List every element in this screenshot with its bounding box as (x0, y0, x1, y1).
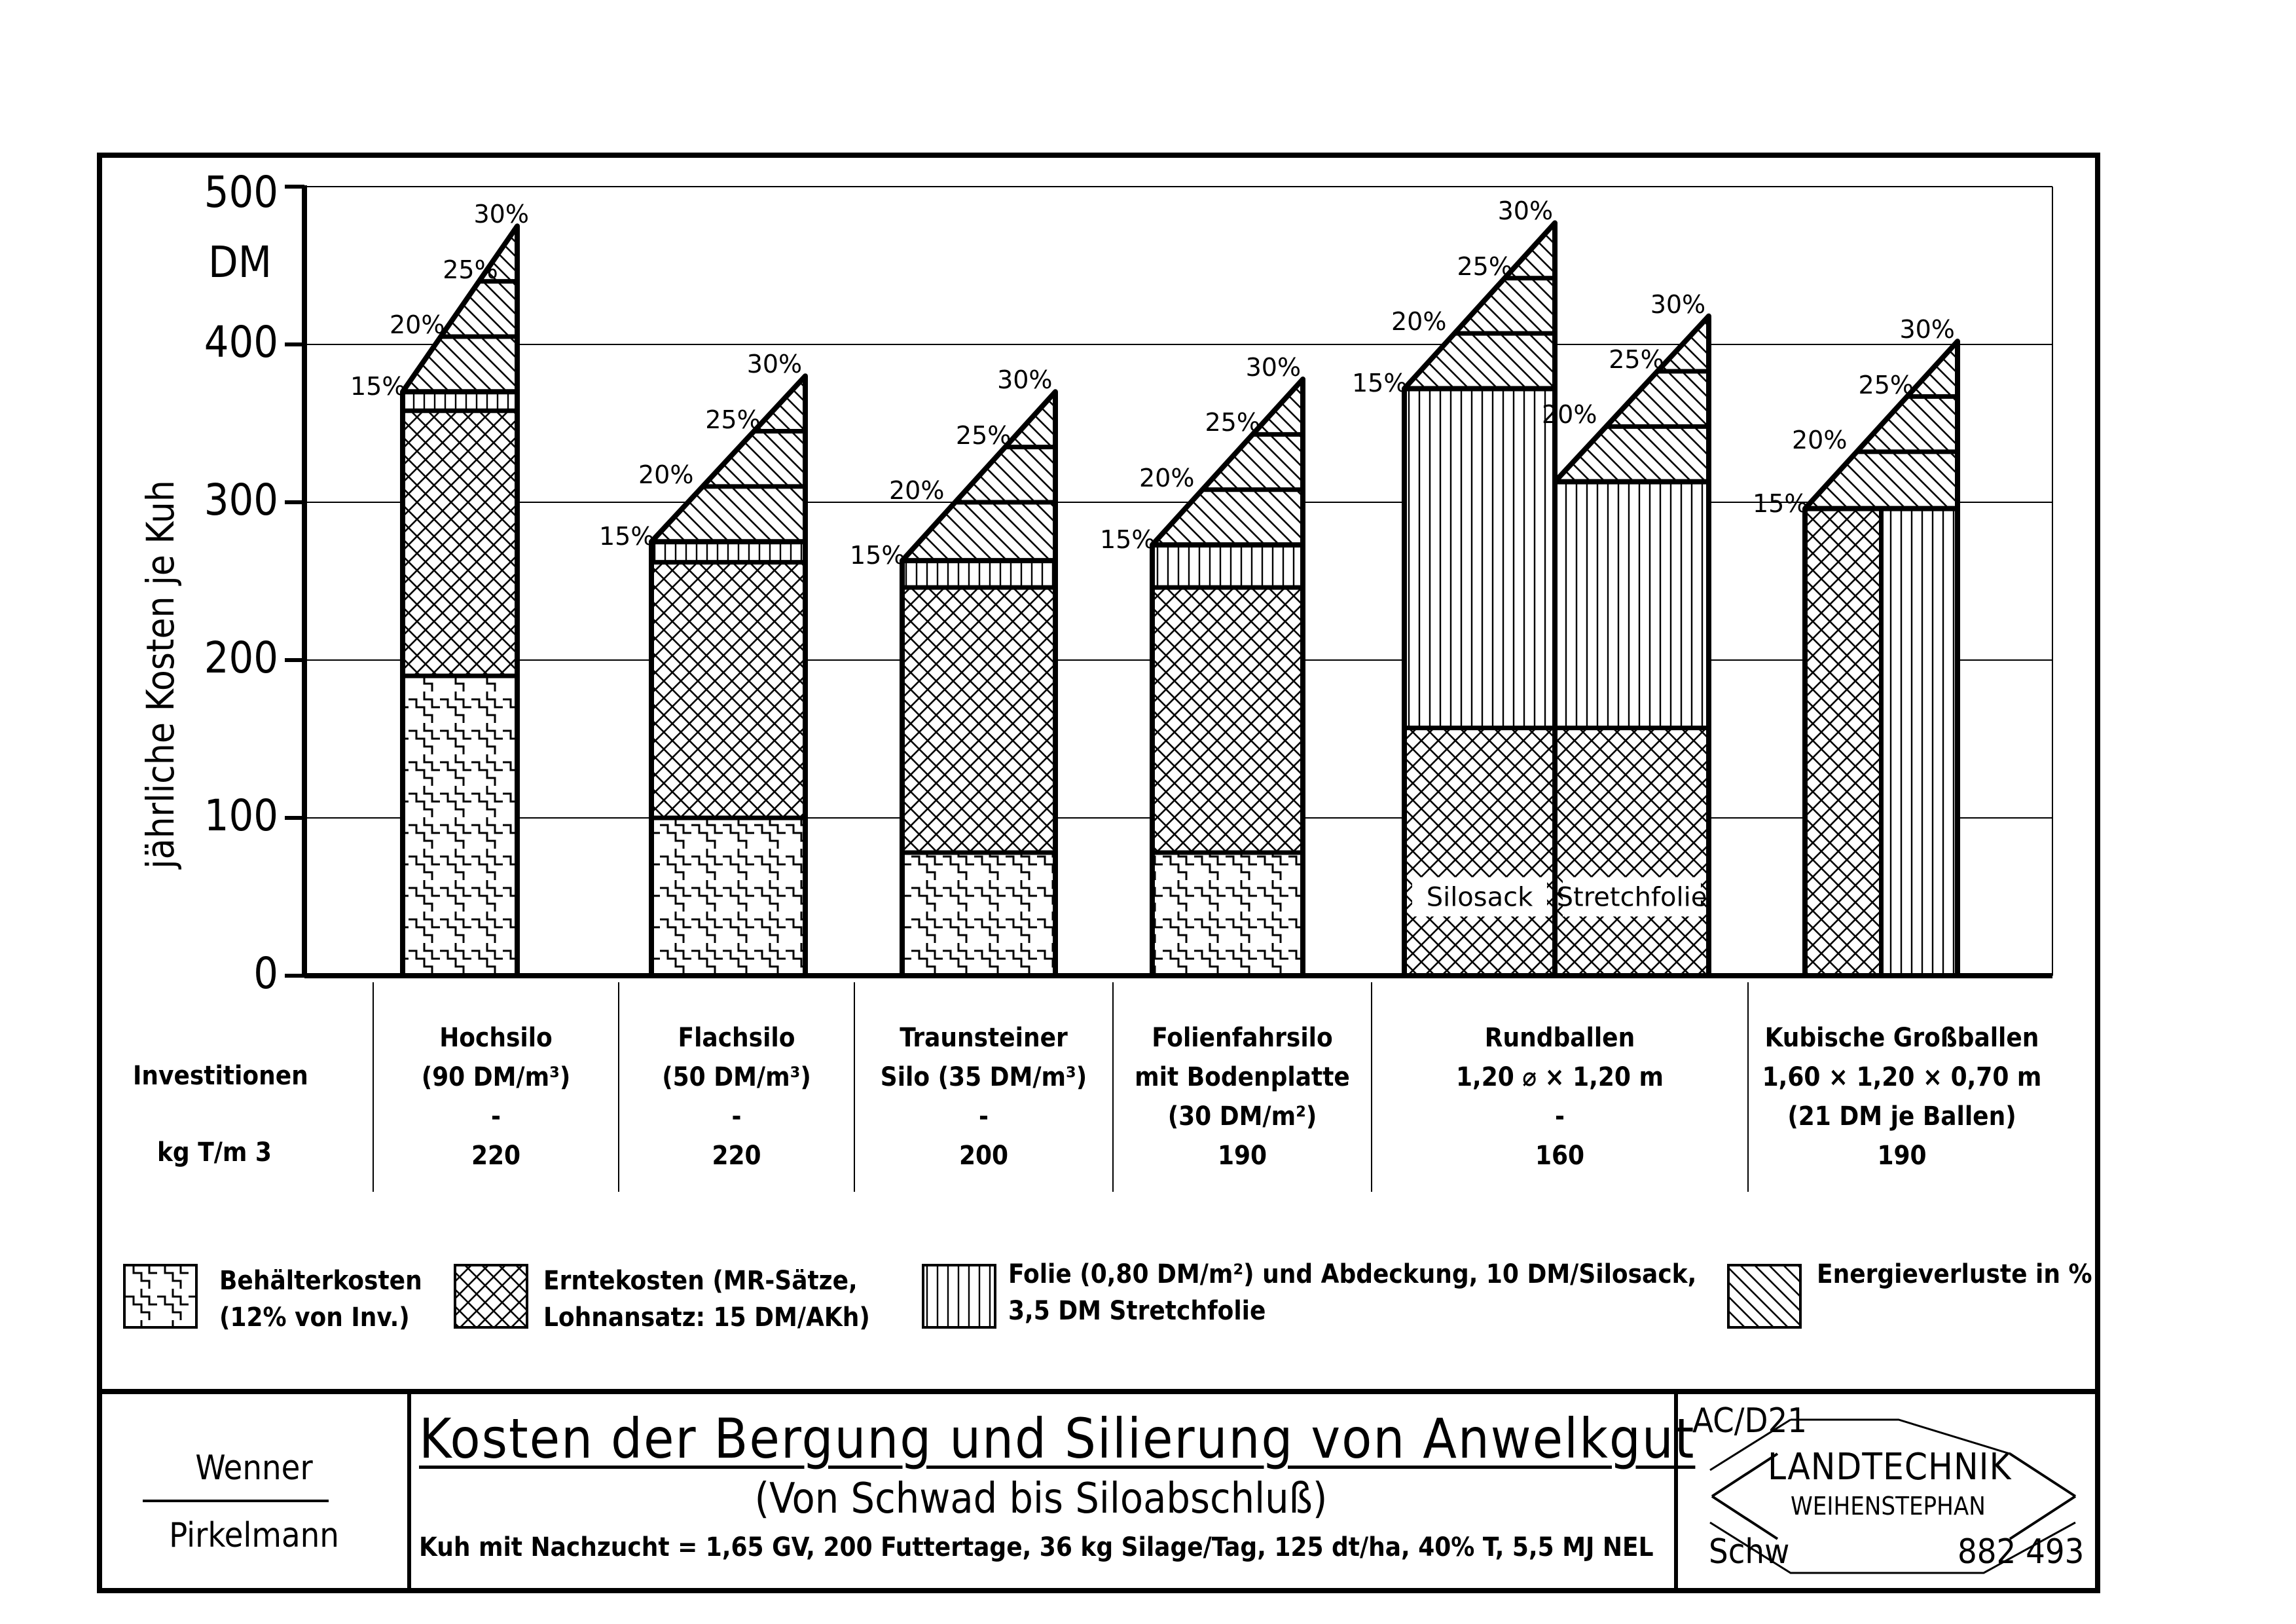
percent-label: 15% (350, 372, 406, 401)
percent-label: 20% (638, 460, 694, 489)
category-invest: (50 DM/m³) (662, 1062, 811, 1092)
percent-label: 15% (1100, 525, 1156, 555)
category-flachsilo (619, 1018, 854, 1175)
category-kubische-grossballen (1748, 1018, 2056, 1175)
row-label-kg: kg T/m 3 (157, 1137, 272, 1168)
category-invest: Silo (35 DM/m³) (880, 1062, 1087, 1092)
page-title: Kosten der Bergung und Silierung von Anwelkgut (419, 1407, 1696, 1471)
percent-label: 15% (599, 522, 655, 551)
inner-label: Stretchfolie (1556, 882, 1707, 913)
category-invest-extra: (21 DM je Ballen) (1787, 1101, 2016, 1132)
legend-line1: Behälterkosten (219, 1266, 422, 1296)
category-rundballen (1372, 1018, 1748, 1175)
percent-label: 25% (1205, 408, 1260, 437)
percent-label: 20% (1792, 425, 1848, 454)
y-tick-label: 400 (204, 317, 278, 367)
legend-energie (1817, 1256, 2092, 1293)
category-folienfahrsilo (1113, 1018, 1372, 1175)
category-name: Traunsteiner (900, 1023, 1068, 1053)
author-2: Pirkelmann (169, 1516, 339, 1555)
legend-line1: Energieverluste in % (1817, 1259, 2092, 1289)
percent-label: 30% (746, 350, 803, 379)
percent-label: 20% (390, 310, 445, 339)
page-subtitle: (Von Schwad bis Siloabschluß) (754, 1475, 1328, 1523)
category-name: Folienfahrsilo (1152, 1023, 1333, 1053)
legend-line2: Lohnansatz: 15 DM/AKh) (543, 1302, 870, 1333)
y-tick-label: 200 (204, 633, 278, 683)
percent-label: 25% (1609, 344, 1664, 374)
legend-folie (1008, 1256, 1696, 1329)
category-kg: 190 (1217, 1141, 1267, 1171)
category-invest: 1,20 ⌀ × 1,20 m (1456, 1062, 1664, 1092)
legend-line2: (12% von Inv.) (219, 1302, 410, 1333)
y-tick-label: 0 (253, 948, 278, 999)
category-invest: mit Bodenplatte (1135, 1062, 1350, 1092)
percent-label: 30% (1899, 315, 1955, 344)
y-axis-unit: DM (208, 237, 272, 287)
percent-label: 20% (1391, 307, 1447, 337)
drawing-frame (97, 153, 2100, 1593)
logo-line1: LANDTECHNIK (1768, 1446, 2012, 1488)
legend-line1: Folie (0,80 DM/m²) und Abdeckung, 10 DM/Silosack, (1008, 1259, 1697, 1289)
percent-label: 15% (1753, 489, 1808, 518)
page-note: Kuh mit Nachzucht = 1,65 GV, 200 Futtertage, 36 kg Silage/Tag, 125 dt/ha, 40% T, 5,5 MJ NEL (419, 1532, 1654, 1562)
category-traunsteiner (854, 1018, 1113, 1175)
legend-line2: 3,5 DM Stretchfolie (1008, 1296, 1266, 1326)
inner-label: Silosack (1426, 882, 1533, 913)
percent-label: 20% (889, 476, 945, 505)
category-invest: 1,60 × 1,20 × 0,70 m (1762, 1062, 2042, 1092)
category-dash: - (1555, 1101, 1565, 1132)
percent-label: 30% (1245, 353, 1302, 382)
y-axis-label: jährliche Kosten je Kuh (138, 480, 183, 869)
footer-left: Schw (1709, 1532, 1790, 1572)
drawing-code: AC/D21 (1692, 1401, 1808, 1441)
category-name: Kubische Großballen (1764, 1023, 2039, 1053)
percent-label: 30% (997, 365, 1053, 395)
row-label-investitionen: Investitionen (133, 1061, 308, 1091)
category-dash: - (731, 1101, 742, 1132)
logo-line2: WEIHENSTEPHAN (1791, 1492, 1986, 1521)
category-name: Flachsilo (678, 1023, 795, 1053)
category-dash: - (979, 1101, 989, 1132)
percent-label: 20% (1542, 400, 1597, 430)
category-hochsilo (373, 1018, 619, 1175)
percent-label: 30% (1650, 289, 1706, 319)
percent-label: 15% (850, 541, 905, 570)
category-invest: (90 DM/m³) (421, 1062, 571, 1092)
percent-label: 30% (1497, 196, 1554, 226)
category-kg: 220 (712, 1141, 761, 1171)
legend-line1: Erntekosten (MR-Sätze, (543, 1266, 858, 1296)
category-name: Hochsilo (439, 1023, 553, 1053)
category-name: Rundballen (1484, 1023, 1635, 1053)
category-dash: - (491, 1101, 501, 1132)
percent-label: 25% (1858, 370, 1914, 399)
category-kg: 220 (471, 1141, 521, 1171)
percent-label: 20% (1139, 463, 1195, 492)
y-tick-label: 500 (204, 167, 278, 217)
legend-behaelter (219, 1263, 422, 1336)
category-kg: 190 (1877, 1141, 1927, 1171)
category-invest-extra: (30 DM/m²) (1167, 1101, 1317, 1132)
percent-label: 30% (473, 200, 529, 229)
percent-label: 15% (1352, 369, 1408, 398)
category-kg: 200 (958, 1141, 1009, 1171)
percent-label: 25% (705, 405, 761, 434)
category-kg: 160 (1535, 1141, 1585, 1171)
percent-label: 25% (1457, 251, 1512, 281)
footer-right: 882 493 (1958, 1532, 2085, 1572)
y-tick-label: 300 (204, 475, 278, 525)
percent-label: 25% (443, 255, 498, 284)
percent-label: 25% (955, 420, 1011, 450)
author-1: Wenner (195, 1449, 313, 1488)
legend-ernte (543, 1263, 870, 1336)
y-tick-label: 100 (204, 790, 278, 841)
